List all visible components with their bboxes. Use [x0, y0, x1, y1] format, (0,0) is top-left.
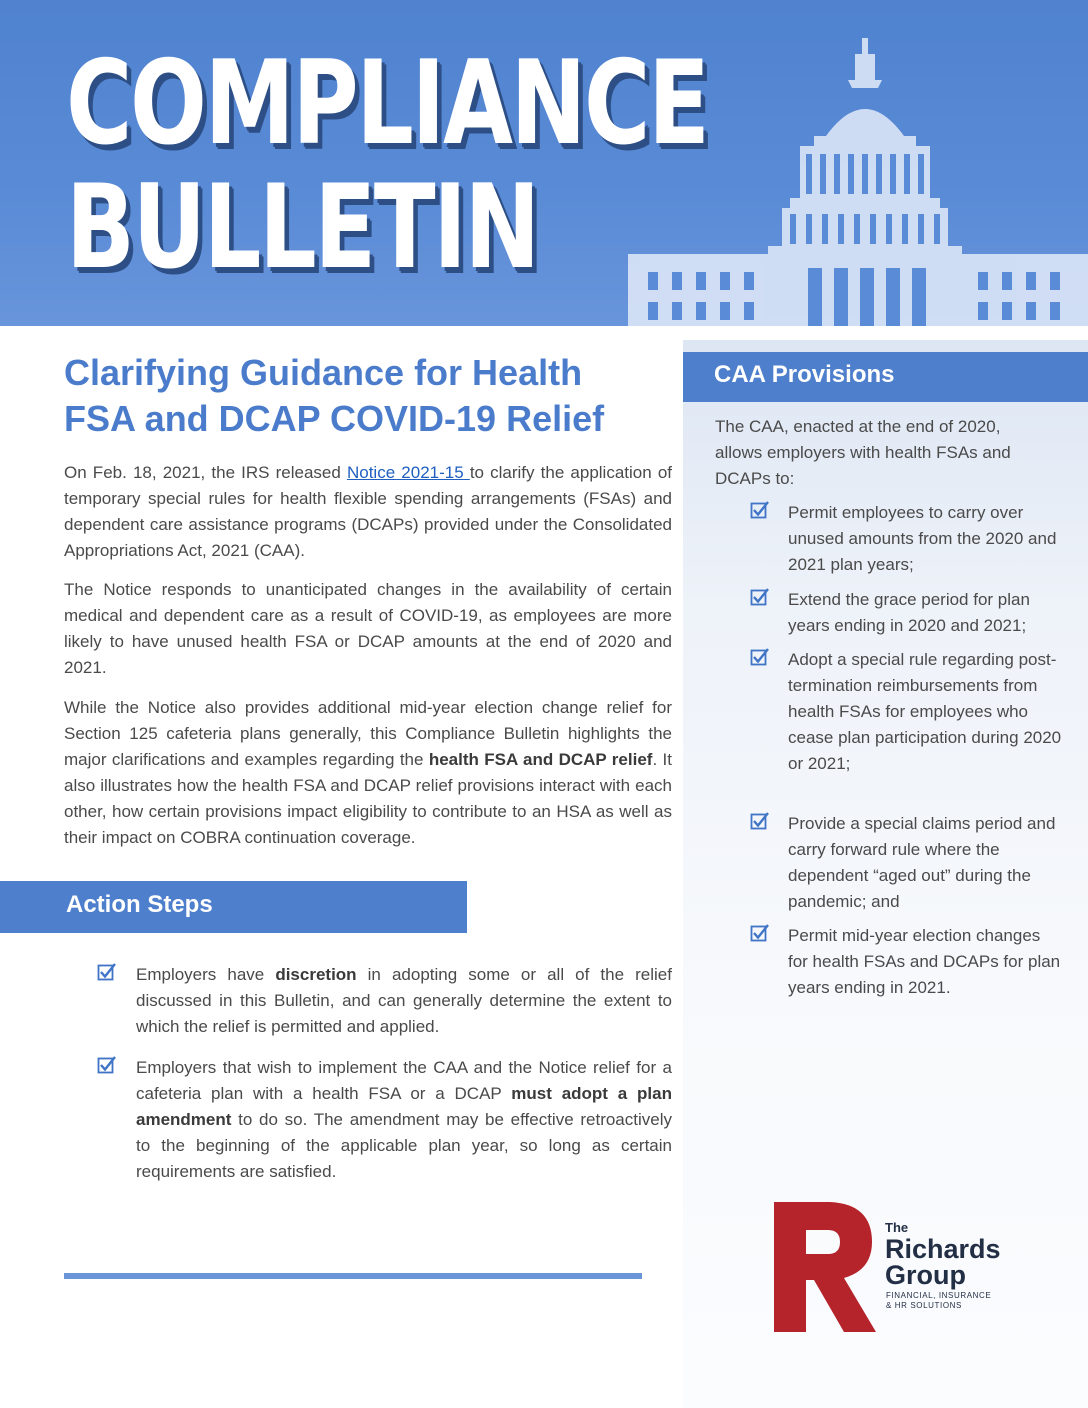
logo-name-line-2: Group — [885, 1260, 966, 1290]
checkbox-icon — [750, 811, 770, 831]
r-logo-icon — [772, 1200, 878, 1334]
intro-text-end: to clarify the application of temporary special rules for health flexible spending arrangements (FSAs) and dependent care assistance programs (DCAPs) provided under the Consolidated Appropriations Act, 2021 (CAA). — [64, 463, 672, 560]
action-step-text-part: in adopting some or all of the relief discussed in this Bulletin, and can generally determine the extent to which the relief is permitted and applied. — [136, 965, 672, 1036]
provision-text: Adopt a special rule regarding post-termination reimbursements from health FSAs for employees who cease plan participation during 2020 or 2021; — [788, 650, 1062, 773]
notice-paragraph: The Notice responds to unanticipated changes in the availability of certain medical and dependent care as a result of COVID-19, as employees are more likely to have unused health FSA or DCAP amounts at the end of 2020 and 2021. — [64, 580, 672, 677]
checkbox-icon — [97, 962, 117, 982]
richards-group-logo — [772, 1198, 1032, 1334]
checkbox-icon — [97, 1055, 117, 1075]
checkbox-icon — [750, 587, 770, 607]
checkbox-icon — [750, 647, 770, 667]
action-step-bold: must adopt a plan amendment — [136, 1084, 672, 1129]
page-title-line-1: Clarifying Guidance for Health — [64, 352, 583, 393]
highlights-text-start: While the Notice also provides additional mid-year election change relief for Section 125 cafeteria plans generally, this Compliance Bulletin highlights the major clarifications and examples regarding the — [64, 698, 672, 769]
bulletin-title-line-2: BULLETIN — [66, 160, 538, 295]
logo-tagline-line-2: & HR SOLUTIONS — [886, 1301, 962, 1310]
bulletin-title-line-1: COMPLIANCE — [66, 36, 708, 171]
provision-text: Provide a special claims period and carry forward rule where the dependent “aged out” during the pandemic; and — [788, 814, 1056, 911]
action-step-text-part: Employers that wish to implement the CAA and the Notice relief for a cafeteria plan with a health FSA or a DCAP — [136, 1058, 672, 1103]
sidebar-intro: The CAA, enacted at the end of 2020, allows employers with health FSAs and DCAPs to: — [715, 417, 1011, 488]
page-title-line-2: FSA and DCAP COVID-19 Relief — [64, 398, 605, 439]
highlights-bold: health FSA and DCAP relief — [428, 750, 653, 769]
checkbox-icon — [750, 500, 770, 520]
page-title — [64, 350, 664, 442]
checkbox-icon — [750, 923, 770, 943]
action-step-text-part: Employers have — [136, 965, 276, 984]
intro-text-start: On Feb. 18, 2021, the IRS released — [64, 463, 347, 482]
header-banner — [0, 0, 1088, 326]
notice-2021-15-link[interactable]: Notice 2021-15 — [346, 463, 470, 482]
action-step-text — [136, 1055, 672, 1185]
action-step-text-part: to do so. The amendment may be effective retroactively to the beginning of the applicable plan year, so long as certain requirements are satisfied. — [136, 1110, 672, 1181]
action-steps-heading: Action Steps — [66, 891, 213, 918]
intro-paragraph — [64, 460, 672, 564]
provision-text: Permit mid-year election changes for health FSAs and DCAPs for plan years ending in 2021. — [788, 926, 1061, 997]
highlights-text-end: . It also illustrates how the health FSA and DCAP relief provisions interact with each other, how certain provisions impact eligibility to contribute to an HSA as well as their impact on COBRA continuation coverage. — [64, 750, 672, 847]
provision-text: Extend the grace period for plan years ending in 2020 and 2021; — [788, 590, 1030, 635]
logo-tagline-line-1: FINANCIAL, INSURANCE — [886, 1291, 992, 1300]
action-step-bold: discretion — [275, 965, 357, 984]
action-step-text — [136, 962, 672, 1040]
provision-text: Permit employees to carry over unused amounts from the 2020 and 2021 plan years; — [788, 503, 1057, 574]
logo-name-line-1: Richards — [885, 1234, 1001, 1264]
divider — [64, 1273, 642, 1279]
highlights-paragraph — [64, 695, 672, 851]
sidebar-heading: CAA Provisions — [714, 361, 895, 388]
logo-the: The — [885, 1220, 909, 1235]
